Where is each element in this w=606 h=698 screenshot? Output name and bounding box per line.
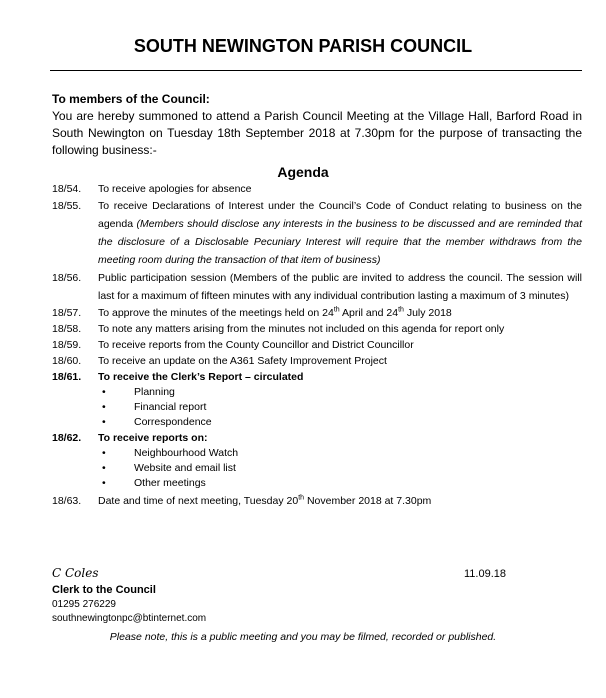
agenda-item-number: 18/60. <box>52 355 82 367</box>
agenda-item-text: To receive the Clerk’s Report – circulated <box>98 371 304 383</box>
bullet-icon: • <box>102 477 106 489</box>
council-title: SOUTH NEWINGTON PARISH COUNCIL <box>133 36 473 56</box>
sub-item-text: Correspondence <box>134 416 212 428</box>
issue-date: 11.09.18 <box>463 568 506 580</box>
agenda-item-number: 18/63. <box>52 495 82 507</box>
sub-item <box>52 446 582 461</box>
bullet-icon: • <box>102 447 106 459</box>
agenda-item-number: 18/56. <box>52 272 82 284</box>
sub-item-text: Neighbourhood Watch <box>134 447 239 459</box>
bullet-icon: • <box>102 401 106 413</box>
agenda-item-18-58 <box>52 321 582 337</box>
agenda-item-number: 18/59. <box>52 339 82 351</box>
title-underline <box>50 70 582 71</box>
agenda-item-18-57 <box>52 305 582 321</box>
bullet-icon: • <box>102 386 106 398</box>
agenda-item-18-60 <box>52 353 582 369</box>
ordinal-suffix: th <box>333 306 340 314</box>
agenda-item-18-59 <box>52 337 582 353</box>
agenda-item-18-56 <box>52 269 582 305</box>
agenda-item-text: To receive reports on: <box>98 432 208 444</box>
agenda-item-text: To note any matters arising from the minutes not included on this agenda for report only <box>98 323 505 335</box>
agenda-item-italic-note: (Members should disclose any interests in the business to be discussed and are reminded that the disclosure of a Disclosable Pecuniary Interest will require that the member withdraws from the meeting room during the transaction of that item of business) <box>98 218 583 266</box>
agenda-item-main-text: To receive Declarations of Interest under the Council’s Code of Conduct relating to business on the agenda <box>98 200 582 230</box>
agenda-item-18-55 <box>52 197 582 269</box>
text-part: July 2018 <box>403 307 452 319</box>
agenda-item-text: To receive reports from the County Councillor and District Councillor <box>98 339 414 351</box>
agenda-item-18-63 <box>52 493 582 509</box>
sub-item-text: Website and email list <box>134 462 236 474</box>
ordinal-suffix: th <box>298 494 305 502</box>
summons-paragraph: You are hereby summoned to attend a Parish Council Meeting at the Village Hall, Barford Road in South Newington on Tuesday 18th September 2018 at 7.30pm for the purpose of transacting the following business:- <box>52 109 582 157</box>
agenda-item-number: 18/55. <box>52 200 82 212</box>
sub-item <box>52 415 582 430</box>
agenda-item-18-62 <box>52 430 582 446</box>
agenda-heading: Agenda <box>277 164 329 180</box>
agenda-item-18-61 <box>52 369 582 385</box>
sub-item-text: Planning <box>134 386 175 398</box>
agenda-item-text: Public participation session (Members of the public are invited to address the council. The session will last for a maximum of fifteen minutes with any individual contribution lasting a maximum of 3 minutes) <box>98 272 582 302</box>
agenda-item-text: To receive an update on the A361 Safety Improvement Project <box>98 355 387 367</box>
agenda-item-text <box>98 305 582 321</box>
agenda-item-number: 18/58. <box>52 323 82 335</box>
agenda-item-number: 18/54. <box>52 183 82 195</box>
text-part: Date and time of next meeting, Tuesday 20 <box>98 495 299 507</box>
bullet-icon: • <box>102 416 106 428</box>
agenda-item-18-54 <box>52 181 582 197</box>
public-meeting-note: Please note, this is a public meeting and you may be filmed, recorded or published. <box>109 631 497 643</box>
text-part: To approve the minutes of the meetings held on 24 <box>98 307 334 319</box>
bullet-icon: • <box>102 462 106 474</box>
agenda-item-text: To receive apologies for absence <box>98 183 252 195</box>
agenda-item-text <box>98 493 582 509</box>
sub-item-text: Other meetings <box>134 477 206 489</box>
agenda-item-number: 18/57. <box>52 307 82 319</box>
sub-item <box>52 476 582 491</box>
text-part: November 2018 at 7.30pm <box>304 495 432 507</box>
sub-item-text: Financial report <box>134 401 207 413</box>
agenda-item-number: 18/62. <box>52 432 82 444</box>
sub-item <box>52 385 582 400</box>
agenda-item-text <box>98 197 582 269</box>
agenda-item-number: 18/61. <box>52 371 82 383</box>
agenda-list <box>52 181 582 509</box>
sub-item <box>52 461 582 476</box>
clerk-email: southnewingtonpc@btinternet.com <box>52 613 207 624</box>
clerk-phone: 01295 276229 <box>52 599 116 610</box>
sub-item <box>52 400 582 415</box>
clerk-title: Clerk to the Council <box>52 584 156 596</box>
text-part: April and 24 <box>339 307 399 319</box>
ordinal-suffix: th <box>398 306 404 314</box>
clerk-signature: C Coles <box>52 566 99 580</box>
to-members-heading: To members of the Council: <box>52 92 210 106</box>
